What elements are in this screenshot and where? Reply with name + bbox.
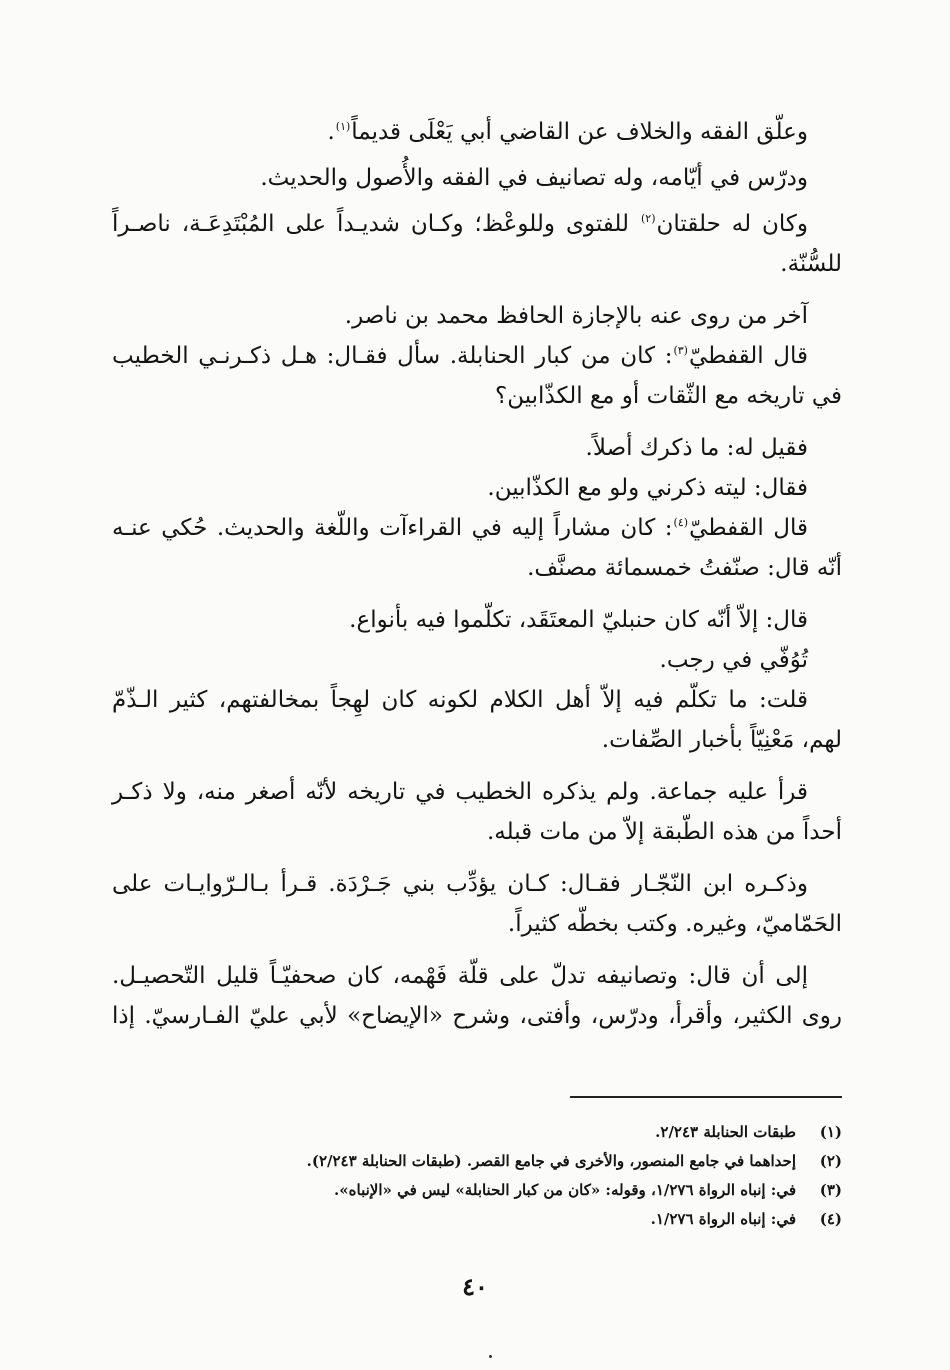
footnote-ref[interactable]: (٤): [673, 516, 689, 530]
paragraph-line: وذكـره ابن النّجّـار فقـال: كـان يؤدِّب بني جَـرْدَة. قـرأ بـالـرّوايـات على: [112, 871, 808, 897]
text-run: : كان مشاراً إليه في القراءآت واللّغة والحديث. حُكي عنـه: [112, 515, 673, 541]
footnote-separator: [570, 1096, 842, 1098]
paragraph: [112, 112, 842, 152]
paragraph-line: [112, 508, 842, 548]
footnote-number: (٢): [819, 1152, 842, 1170]
paragraph-line: قلت: ما تكلّم فيه إلاّ أهل الكلام لكونه كان لهِجاً بمخالفتهم، كثير الـذّمّ: [112, 687, 808, 713]
footnote-text: طبقات الحنابلة ٢/٢٤٣.: [655, 1123, 796, 1141]
paragraph: تُوُفّي في رجب.: [659, 647, 808, 673]
page-body: [112, 112, 842, 1036]
footnote-item: [102, 1176, 842, 1205]
text-run: .: [327, 119, 335, 145]
footnote-ref[interactable]: (١): [335, 120, 351, 134]
footnote-ref[interactable]: (٢): [640, 212, 656, 226]
footnote-item: [102, 1118, 842, 1147]
footnote-number: (٤): [819, 1210, 842, 1228]
page-number: ٤٠: [462, 1272, 488, 1301]
paragraph-line: لهم، مَعْنِيّاً بأخبار الصِّفات.: [601, 727, 842, 753]
paragraph-line: أنّه قال: صنّفتُ خمسمائة مصنَّف.: [527, 555, 842, 581]
footnote-item: [102, 1147, 842, 1176]
paragraph-line: إلى أن قال: وتصانيفه تدلّ على قلّة فَهْمه، كان صحفيّـاً قليل التّحصيـل.: [112, 963, 808, 989]
paragraph: آخر من روى عنه بالإجازة الحافظ محمد بن ناصر.: [344, 303, 808, 329]
footnote-number: (٣): [819, 1181, 842, 1199]
paragraph-line: روى الكثير، وأقرأ، ودرّس، وأفتى، وشرح «الإيضاح» لأبي عليّ الفـارسيّ. إذا: [112, 1003, 842, 1029]
paragraph: ودرّس في أيّامه، وله تصانيف في الفقه والأُصول والحديث.: [260, 165, 808, 191]
paragraph-line: [112, 336, 842, 376]
footnote-text: في: إنباه الرواة ١/٢٧٦، وقوله: «كان من كبار الحنابلة» ليس في «الإنباه».: [334, 1181, 796, 1199]
footnote-number: (١): [819, 1123, 842, 1141]
text-run: للفتوى وللوعْظ؛ وكـان شديـداً على المُبْتَدِعَـة، ناصـراً: [112, 211, 640, 237]
paragraph-line: للسُّنّة.: [780, 251, 842, 277]
text-run: قال القفطيّ: [688, 343, 808, 369]
paragraph-line: أحداً من هذه الطّبقة إلاّ من مات قبله.: [486, 819, 842, 845]
paragraph-line: [112, 204, 842, 244]
paragraph: فقيل له: ما ذكرك أصلاً.: [585, 435, 808, 461]
footnote-text: في: إنباه الرواة ١/٢٧٦.: [650, 1210, 796, 1228]
footnote-text: إحداهما في جامع المنصور، والأخرى في جامع القصر. (طبقات الحنابلة ٢/٢٤٣).: [306, 1152, 796, 1170]
paragraph-line: قرأ عليه جماعة. ولم يذكره الخطيب في تاريخه لأنّه أصغر منه، ولا ذكـر: [112, 779, 808, 805]
paragraph-line: في تاريخه مع الثّقات أو مع الكذّابين؟: [495, 383, 842, 409]
scan-speck: [489, 1355, 492, 1358]
paragraph: قال: إلاّ أنّه كان حنبليّ المعتَقَد، تكلّموا فيه بأنواع.: [349, 607, 808, 633]
footnote-item: [102, 1205, 842, 1234]
paragraph: فقال: ليته ذكرني ولو مع الكذّابين.: [487, 475, 808, 501]
footnote-ref[interactable]: (٣): [673, 344, 688, 358]
paragraph-line: الحَمّاميّ، وغيره. وكتب بخطّه كثيراً.: [507, 911, 842, 937]
text-run: : كان من كبار الحنابلة. سأل فقـال: هـل ذكـرنـي الخطيب: [112, 343, 673, 369]
footnotes: [102, 1118, 842, 1234]
text-run: وكان له حلقتان: [656, 211, 808, 237]
text-run: قال القفطيّ: [689, 515, 809, 541]
text-run: وعلّق الفقه والخلاف عن القاضي أبي يَعْلَى قديماً: [351, 119, 808, 145]
